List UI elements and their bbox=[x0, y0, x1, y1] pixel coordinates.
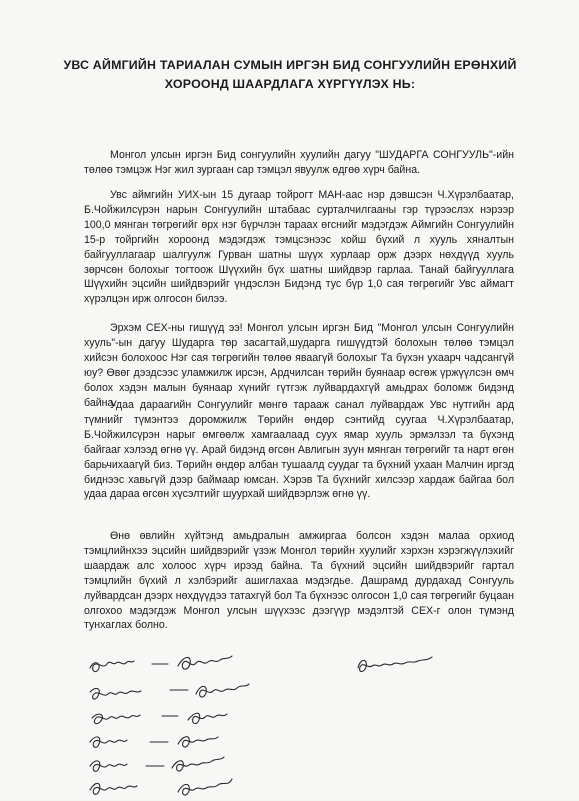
signature-1 bbox=[90, 656, 232, 672]
paragraph-1: Монгол улсын иргэн Бид сонгуулийн хуулийн дагуу "ШУДАРГА СОНГУУЛЬ"-ийн төлөө тэмцэж Нэг жил зургаан сар тэмцэл явуулж өдгөө хүрч байна. bbox=[84, 149, 514, 176]
handwritten-signatures-icon bbox=[78, 646, 548, 796]
paragraph-4: Удаа дараагийн Сонгуулийг мөнгө тарааж санал луйвардаж Увс нутгийн ард түмнийг түмэнтээ доромжилж Төрийн өндөр сэнтийд суугаа Ч.Хүрэлбаатар, Б.Чойжилсүрэн нарыг өмгөөлж хамгаалаад суух ямар хууль эрмэлзэл та бүхэнд байгааг хэлээд өгнө үү. Арай бидэнд өгсөн Авлигын зуун мянган төгрөгийг та нарт өгөн барьчихаагүй биз. Төрийн өндөр албан тушаалд суудаг та бүхний ухаан Малчин иргэд биднээс хавьгүй дээр баймаар юмсан. Хэрэв Та бүхнийг хилсээр хардаж байгаа бол удаа дараа өгсөн хүсэлтийг шуурхай шийдвэрлэж өгнө үү. bbox=[84, 399, 514, 501]
signature-3 bbox=[92, 713, 227, 723]
document-title: УВС АЙМГИЙН ТАРИАЛАН СУМЫН ИРГЭН БИД СОНГУУЛИЙН ЕРӨНХИЙ ХОРООНД ШААРДЛАГА ХҮРГҮҮЛЭХ НЬ: bbox=[63, 58, 517, 91]
signature-block bbox=[78, 646, 548, 796]
signature-extra bbox=[358, 657, 432, 672]
paragraph-5: Өнө өвлийн хүйтэнд амьдралын амжиргаа болсон хэдэн малаа орхиод тэмцлийнхээ эцсийн шийдвэрийг үзэж Монгол төрийн хуулийг хэрхэн хэрэгжүүлэхийг шаардаж алс холоос хүрч ирээд байна. Та бүхний эцсийн шийдвэрийг гартал тэмцлийн бүхий л хэлбэрийг ашиглахаа мэдэгдье. Дашрамд дурдахад Сонгууль луйвардсан дээрх нөхдүүдээ татахгүй бол Та бүхнээс олгосон 1,0 сая төгрөгийг буцаан олгохоо мэдэгдэж Монгол улсын шүүхээс дээгүүр мэдэлтэй СЕХ-г олон түмэнд тунхаглах болно. bbox=[84, 530, 514, 632]
signature-4 bbox=[90, 737, 218, 748]
paragraph-3: Эрхэм СЕХ-ны гишүүд ээ! Монгол улсын иргэн Бид "Монгол улсын Сонгуулийн хууль"-ын дагуу Шударга төр засагтай,шударга гишүүдтэй болохын төлөө тэмцэл хийсэн болохоос Нэг сая төгрөгийн төлөө яваагүй болохыг Та бүхэн ухаарч чадсангүй юу? Өвөг дээдсээс уламжилж ирсэн, Ардчилсан төрийн буянаар өсгөж үржүүлсэн өмч болох хэдэн малын буянаар хүнийг гүтгэж луйвардахгүй амьдрах боломж бидэнд байна. bbox=[84, 322, 514, 409]
signature-2 bbox=[90, 684, 249, 699]
signature-6 bbox=[90, 779, 232, 795]
signature-5 bbox=[90, 757, 224, 771]
paragraph-2: Увс аймгийн УИХ-ын 15 дугаар тойрогт МАН-аас нэр дэвшсэн Ч.Хүрэлбаатар, Б.Чойжилсүрэн нарын Сонгуулийн штабаас сурталчилгааны гэр түрээслэх нэрээр 100,0 мянган төгрөгийг өрх нэг бүрчлэн тараах өгснийг мэдэгдэж Аймгийн Сонгуулийн 15-р тойргийн хороонд мэдэгдэж тэмцсэнээс хойш бүхий л хууль хяналтын байгууллагаар шалгуулж Гурван шатны шүүх хурлаар орж дээрх нөхдүүд хууль зөрчсөн болохыг тогтоож Шүүхийн бүх шатны шийдвэр гарлаа. Танай байгууллага Шүүхийн эцсийн шийдвэрийг үндэслэн Бидэнд тус бүр 1,0 сая төгрөгийг Увс аймагт хүрэлцэн ирж олгосон билээ. bbox=[84, 189, 514, 306]
